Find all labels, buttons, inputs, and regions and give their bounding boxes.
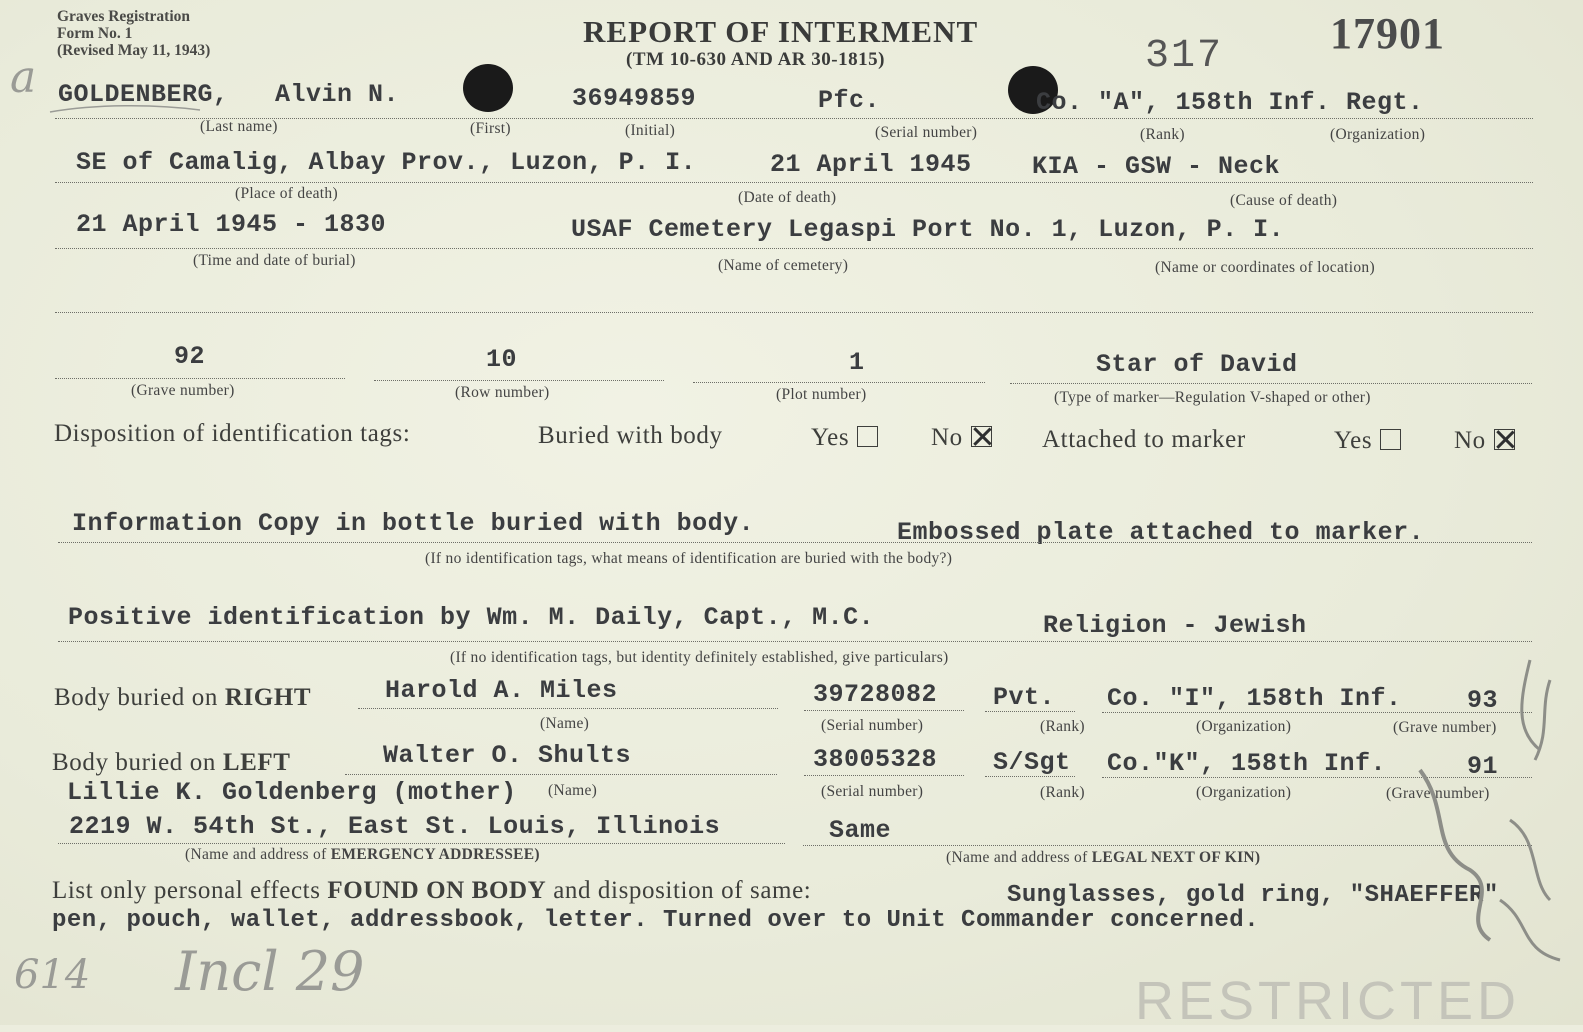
buried-yes-checkbox[interactable] [857, 426, 878, 447]
document-number: 17901 [1330, 9, 1445, 58]
report-title: REPORT OF INTERMENT [583, 14, 979, 49]
cemetery-value: USAF Cemetery Legaspi Port No. 1, Luzon, P. I. [571, 215, 1285, 244]
stamp-number: 317 [1145, 34, 1224, 79]
rule-right-rank [985, 711, 1075, 712]
serial-number-value: 36949859 [572, 84, 697, 113]
body-right-rank: Pvt. [993, 683, 1056, 712]
caption-location: (Name or coordinates of location) [1155, 259, 1375, 276]
caption-cause-of-death: (Cause of death) [1230, 192, 1338, 209]
buried-no-checkbox[interactable] [971, 426, 992, 447]
rule-left-serial [804, 775, 964, 776]
rule-left-name [345, 774, 777, 775]
buried-yes-label: Yes [811, 424, 850, 451]
caption-right-serial: (Serial number) [821, 717, 924, 734]
caption-burial-time: (Time and date of burial) [193, 252, 356, 269]
underline-scribble-icon [45, 100, 205, 120]
attached-yes-label: Yes [1334, 427, 1373, 454]
rule-right-name [358, 708, 778, 709]
body-left-grave: 91 [1467, 752, 1499, 781]
caption-identification-means: (If no identification tags, what means of identification are buried with the body?) [425, 550, 953, 567]
caption-positive-identification: (If no identification tags, but identity definitely established, give particulars) [450, 649, 949, 666]
caption-first: (First) [470, 120, 511, 137]
rule-row-2 [55, 182, 1533, 183]
buried-yes-option[interactable] [811, 424, 878, 452]
attached-no-option[interactable] [1454, 427, 1515, 455]
body-left-organization: Co."K", 158th Inf. [1107, 749, 1387, 778]
rule-row-3 [55, 248, 1533, 249]
plot-number-value: 1 [849, 348, 865, 377]
tags-intro: Disposition of identification tags: [54, 420, 411, 447]
margin-letter: a [10, 52, 37, 103]
caption-date-of-death: (Date of death) [738, 189, 837, 206]
buried-with-body-label: Buried with body [538, 422, 723, 449]
grave-number-value: 92 [174, 342, 206, 371]
form-line-2: Form No. 1 [57, 25, 133, 42]
caption-left-serial: (Serial number) [821, 783, 924, 800]
row-number-value: 10 [486, 345, 518, 374]
place-of-death-value: SE of Camalig, Albay Prov., Luzon, P. I. [76, 148, 697, 177]
restricted-stamp: RESTRICTED [1135, 971, 1521, 1031]
rule-positive-identification [58, 641, 1532, 642]
body-right-grave: 93 [1467, 686, 1499, 715]
caption-place-of-death: (Place of death) [235, 185, 338, 202]
attached-yes-option[interactable] [1334, 427, 1401, 455]
legal-next-of-kin-value: Same [829, 816, 892, 845]
attached-to-marker-label: Attached to marker [1042, 426, 1246, 453]
caption-last-name: (Last name) [200, 118, 278, 135]
attached-no-checkbox[interactable] [1494, 429, 1515, 450]
caption-initial: (Initial) [625, 122, 676, 139]
incl-note: Incl 29 [175, 940, 365, 1003]
body-left-prefix: Body buried on [52, 749, 216, 776]
cause-of-death-value: KIA - GSW - Neck [1032, 152, 1281, 181]
last-name-value: GOLDENBERG, [58, 80, 229, 109]
positive-identification-value: Positive identification by Wm. M. Daily, Capt., M.C. [68, 603, 875, 632]
caption-right-organization: (Organization) [1196, 718, 1292, 735]
caption-left-grave: (Grave number) [1386, 785, 1490, 802]
rule-identification-means [58, 542, 1532, 543]
rule-row-number [374, 380, 664, 381]
rule-left-rank [985, 776, 1075, 777]
margin-scrawl-icon [1390, 640, 1580, 980]
rule-plot [693, 382, 985, 383]
effects-label-suffix: and disposition of same: [553, 877, 812, 904]
caption-plot-number: (Plot number) [776, 386, 867, 403]
identification-means-left: Information Copy in bottle buried with body. [72, 509, 755, 538]
effects-line-2: pen, pouch, wallet, addressbook, letter. Turned over to Unit Commander concerned. [52, 907, 1260, 934]
redaction-blot-1 [463, 64, 513, 112]
effects-label-prefix: List only personal effects [52, 877, 321, 904]
religion-value: Religion - Jewish [1043, 611, 1307, 640]
organization-value: Co. "A", 158th Inf. Regt. [1036, 88, 1424, 117]
caption-emergency-prefix: (Name and address of [185, 846, 327, 863]
body-right-label [54, 684, 311, 712]
form-line-3: (Revised May 11, 1943) [57, 42, 211, 59]
report-subtitle: (TM 10-630 AND AR 30-1815) [626, 49, 885, 70]
caption-kin-prefix: (Name and address of [946, 849, 1088, 866]
caption-left-rank: (Rank) [1040, 784, 1085, 801]
rule-row-blank [55, 312, 1533, 313]
bottom-note-number: 614 [14, 952, 91, 998]
caption-row-number: (Row number) [455, 384, 550, 401]
body-right-serial: 39728082 [813, 680, 938, 709]
buried-no-label: No [931, 424, 963, 451]
caption-serial: (Serial number) [875, 124, 978, 141]
body-right-name: Harold A. Miles [385, 676, 618, 705]
identification-means-right: Embossed plate attached to marker. [897, 518, 1425, 547]
caption-marker-type: (Type of marker—Regulation V-shaped or other) [1054, 389, 1371, 406]
body-left-name: Walter O. Shults [383, 741, 632, 770]
first-name-value: Alvin N. [275, 80, 400, 109]
caption-right-name: (Name) [540, 715, 590, 732]
attached-no-label: No [1454, 427, 1486, 454]
burial-time-date-value: 21 April 1945 - 1830 [76, 210, 387, 239]
emergency-addressee-address: 2219 W. 54th St., East St. Louis, Illinois [69, 812, 721, 841]
body-right-organization: Co. "I", 158th Inf. [1107, 684, 1402, 713]
rule-right-serial [804, 710, 964, 711]
effects-line-1: Sunglasses, gold ring, "SHAEFFER" [1007, 882, 1499, 909]
marker-type-value: Star of David [1096, 350, 1298, 379]
body-left-serial: 38005328 [813, 745, 938, 774]
rank-value: Pfc. [818, 86, 881, 115]
date-of-death-value: 21 April 1945 [770, 150, 972, 179]
body-right-prefix: Body buried on [54, 684, 218, 711]
caption-emergency-addressee [185, 846, 540, 864]
body-left-label [52, 749, 291, 777]
effects-label [52, 877, 811, 905]
body-left-rank: S/Sgt [993, 748, 1071, 777]
attached-yes-checkbox[interactable] [1380, 429, 1401, 450]
form-identifier [57, 8, 210, 59]
caption-left-organization: (Organization) [1196, 784, 1292, 801]
form-line-1: Graves Registration [57, 8, 191, 25]
caption-organization: (Organization) [1330, 126, 1426, 143]
rule-emergency-addressee [58, 843, 785, 844]
buried-no-option[interactable] [931, 424, 992, 452]
caption-kin-bold: LEGAL NEXT OF KIN) [1091, 849, 1261, 866]
rule-grave [55, 378, 345, 379]
caption-left-name: (Name) [548, 782, 598, 799]
body-right-side: RIGHT [224, 684, 312, 711]
caption-legal-next-of-kin [946, 849, 1260, 867]
caption-emergency-bold: EMERGENCY ADDRESSEE) [330, 846, 540, 863]
body-left-side: LEFT [222, 749, 291, 776]
caption-right-rank: (Rank) [1040, 718, 1085, 735]
effects-label-bold: FOUND ON BODY [327, 877, 547, 904]
rule-marker [1010, 383, 1532, 384]
caption-cemetery: (Name of cemetery) [718, 257, 849, 274]
caption-right-grave: (Grave number) [1393, 719, 1497, 736]
caption-rank: (Rank) [1140, 126, 1185, 143]
emergency-addressee-name: Lillie K. Goldenberg (mother) [67, 778, 517, 807]
caption-grave-number: (Grave number) [131, 382, 235, 399]
